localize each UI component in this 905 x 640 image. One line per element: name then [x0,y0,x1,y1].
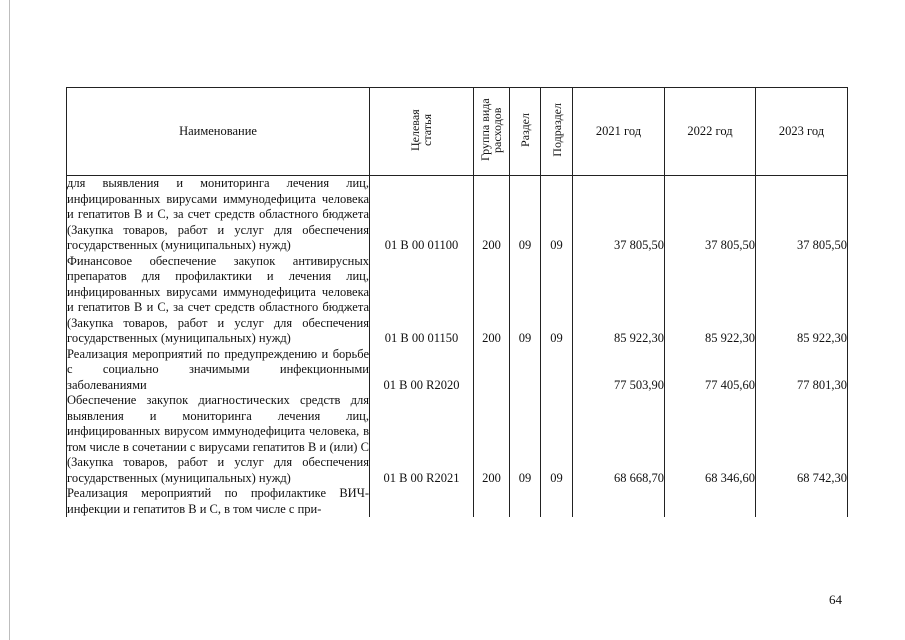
row-expense-group: 200 [474,393,510,486]
row-section: 09 [510,393,541,486]
row-section: 09 [510,176,541,254]
row-subsection: 09 [541,176,573,254]
row-value-2022: 37 805,50 [665,176,756,254]
row-value-2021: 68 668,70 [573,393,665,486]
row-expense-group [474,486,510,517]
row-value-2021: 85 922,30 [573,254,665,347]
row-expense-group: 200 [474,176,510,254]
row-target-article: 01 B 00 01150 [370,254,474,347]
header-expense-group: Группа вида расходов [474,88,510,176]
page-number: 64 [829,592,842,607]
row-section [510,347,541,394]
table-row [67,393,848,486]
row-section [510,486,541,517]
header-2022: 2022 год [665,88,756,176]
row-subsection [541,486,573,517]
row-value-2022: 85 922,30 [665,254,756,347]
table-row [67,347,848,394]
row-value-2021: 77 503,90 [573,347,665,394]
row-expense-group: 200 [474,254,510,347]
header-subsection: Подраздел [541,88,573,176]
row-value-2023: 68 742,30 [756,393,848,486]
row-target-article [370,486,474,517]
header-2023: 2023 год [756,88,848,176]
table-row [67,176,848,254]
row-name: Финансовое обеспечение закупок антивирусных препаратов для профилактики и лечения лиц, инфицированных вирусами иммунодефицита человека и гепатитов B и C, за счет средств областного бюджета (Закупка товаров, работ и услуг для обеспечения государственных (муниципальных) нужд) [67,253,369,345]
header-target-article: Целевая статья [370,88,474,176]
row-subsection [541,347,573,394]
table-row [67,486,848,517]
row-value-2022: 77 405,60 [665,347,756,394]
budget-table [66,87,848,517]
row-value-2023: 37 805,50 [756,176,848,254]
row-name: Реализация мероприятий по профилактике ВИЧ-инфекции и гепатитов B и C, в том числе с при- [67,486,369,516]
row-subsection: 09 [541,393,573,486]
row-name: Обеспечение закупок диагностических средств для выявления и мониторинга лечения лиц, инфицированных вирусом иммунодефицита человека, в том числе в сочетании с вирусами гепатитов B и (или) C (Закупка товаров, работ и услуг для обеспечения государственных (муниципальных) нужд) [67,393,369,485]
row-value-2023 [756,486,848,517]
table-row [67,254,848,347]
row-section: 09 [510,254,541,347]
row-expense-group [474,347,510,394]
row-value-2021 [573,486,665,517]
row-value-2023: 85 922,30 [756,254,848,347]
row-subsection: 09 [541,254,573,347]
binding-edge-line [9,0,10,640]
row-value-2021: 37 805,50 [573,176,665,254]
row-target-article: 01 B 00 R2021 [370,393,474,486]
row-value-2023: 77 801,30 [756,347,848,394]
row-name: для выявления и мониторинга лечения лиц, инфицированных вирусами иммунодефицита человека и гепатитов B и C, за счет средств областного бюджета (Закупка товаров, работ и услуг для обеспечения государственных (муниципальных) нужд) [67,176,369,252]
table-header-row [67,88,848,176]
row-target-article: 01 B 00 01100 [370,176,474,254]
row-name: Реализация мероприятий по предупреждению и борьбе с социально значимыми инфекционными заболеваниями [67,346,369,392]
header-2021: 2021 год [573,88,665,176]
row-value-2022: 68 346,60 [665,393,756,486]
row-value-2022 [665,486,756,517]
row-target-article: 01 B 00 R2020 [370,347,474,394]
header-section: Раздел [510,88,541,176]
header-name: Наименование [67,88,370,176]
